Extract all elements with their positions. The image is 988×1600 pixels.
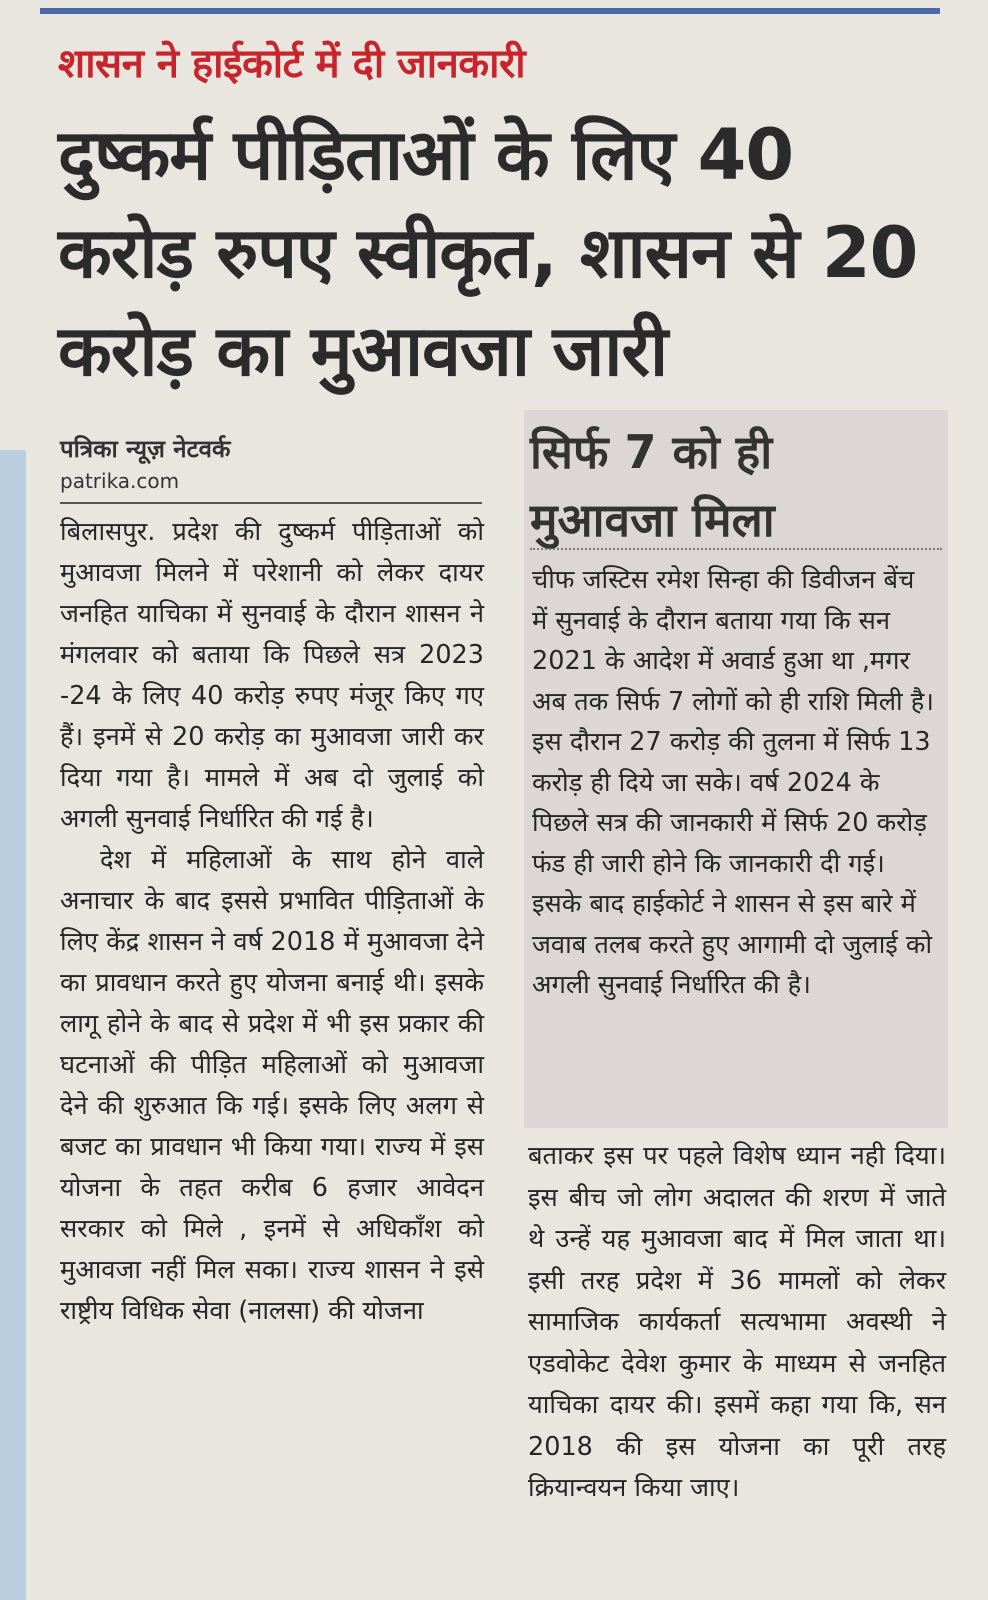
- top-rule: [40, 8, 940, 14]
- article-column-left: [60, 512, 484, 1332]
- byline-website: patrika.com: [60, 469, 180, 493]
- article-paragraph: बिलासपुर. प्रदेश की दुष्कर्म पीड़िताओं को मुआवजा मिलने में परेशानी को लेकर दायर जनहित याचिका में सुनवाई के दौरान शासन ने मंगलवार को बताया कि पिछले सत्र 2023 -24 के लिए 40 करोड़ रुपए मंजूर किए गए हैं। इनमें से 20 करोड़ का मुआवजा जारी कर दिया गया है। मामले में अब दो जुलाई को अगली सुनवाई निर्धारित की गई है।: [60, 517, 484, 834]
- sidebar-body: चीफ जस्टिस रमेश सिन्हा की डिवीजन बेंच में सुनवाई के दौरान बताया गया कि सन 2021 के आदेश में अवार्ड हुआ था ,मगर अब तक सिर्फ 7 लोगों को ही राशि मिली है। इस दौरान 27 करोड़ की तुलना में सिर्फ 13 करोड़ ही दिये जा सके। वर्ष 2024 के पिछले सत्र की जानकारी में सिर्फ 20 करोड़ फंड ही जारी होने कि जानकारी दी गई। इसके बाद हाईकोर्ट ने शासन से इस बारे में जवाब तलब करते हुए आगामी दो जुलाई को अगली सुनवाई निर्धारित की है।: [532, 565, 934, 1000]
- headline: दुष्कर्म पीड़िताओं के लिए 40 करोड़ रुपए स्वीकृत, शासन से 20 करोड़ का मुआवजा जारी: [58, 114, 918, 392]
- kicker: शासन ने हाईकोर्ट में दी जानकारी: [58, 41, 526, 87]
- page-edge: [0, 450, 26, 1600]
- byline-agency: पत्रिका न्यूज़ नेटवर्क: [60, 435, 231, 463]
- sidebar-title: सिर्फ 7 को ही मुआवजा मिला: [530, 425, 775, 547]
- byline-rule: [60, 502, 482, 504]
- byline: [60, 432, 480, 493]
- article-continuation: बताकर इस पर पहले विशेष ध्यान नही दिया। इस बीच जो लोग अदालत की शरण में जाते थे उन्हें यह मुआवजा बाद में मिल जाता था। इसी तरह प्रदेश में 36 मामलों को लेकर सामाजिक कार्यकर्ता सत्यभामा अवस्थी ने एडवोकेट देवेश कुमार के माध्यम से जनहित याचिका दायर की। इसमें कहा गया कि, सन 2018 की इस योजना का पूरी तरह क्रियान्वयन किया जाए।: [528, 1141, 946, 1503]
- article-paragraph: देश में महिलाओं के साथ होने वाले अनाचार के बाद इससे प्रभावित पीड़िताओं के लिए केंद्र शासन ने वर्ष 2018 में मुआवजा देने का प्रावधान करते हुए योजना बनाई थी। इसके लागू होने के बाद से प्रदेश में भी इस प्रकार की घटनाओं की पीड़ित महिलाओं को मुआवजा देने की शुरुआत कि गई। इसके लिए अलग से बजट का प्रावधान भी किया गया। राज्य में इस योजना के तहत करीब 6 हजार आवेदन सरकार को मिले , इनमें से अधिकाँश को मुआवजा नहीं मिल सका। राज्य शासन ने इसे राष्ट्रीय विधिक सेवा (नालसा) की योजना: [60, 845, 484, 1326]
- sidebar-divider: [530, 548, 942, 550]
